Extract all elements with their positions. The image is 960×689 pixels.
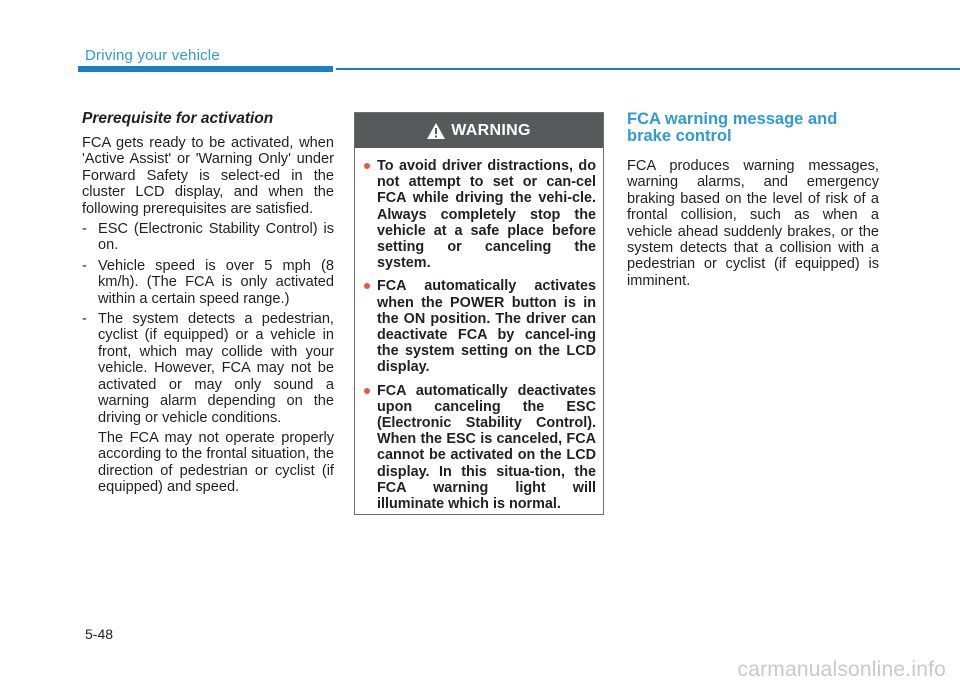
warning-text: To avoid driver distractions, do not attempt to set or can-cel FCA while driving the vehi-cle. Always completely stop the vehicle at a safe place before setting or canceling the system. <box>377 158 596 272</box>
bullet-icon <box>364 283 370 289</box>
warning-header <box>355 113 603 148</box>
warning-item <box>364 278 596 375</box>
section-heading: FCA warning message and brake control <box>627 110 838 145</box>
warning-item <box>364 383 596 513</box>
warning-item <box>364 158 596 271</box>
condition-text: ESC (Electronic Stability Control) is on. <box>98 221 334 254</box>
warning-body <box>355 148 603 512</box>
condition-text: Vehicle speed is over 5 mph (8 km/h). (The FCA is only activated within a certain speed range.) <box>98 257 334 307</box>
prerequisite-intro: FCA gets ready to be activated, when 'Active Assist' or 'Warning Only' under Forward Safety is select-ed in the cluster LCD display, and when the following prerequisites are satisfied. <box>82 135 334 217</box>
warning-triangle-icon <box>427 123 445 139</box>
page-number: 5-48 <box>85 626 114 642</box>
dash-marker: - <box>82 311 87 328</box>
warning-text: FCA automatically activates when the POWER button is in the ON position. The driver can deactivate FCA by cancel-ing the system setting on the LCD display. <box>377 278 596 376</box>
left-column <box>82 110 334 496</box>
dash-marker: - <box>82 257 87 274</box>
dash-marker: - <box>82 221 87 238</box>
warning-text: FCA automatically deactivates upon canceling the ESC (Electronic Stability Control). When the ESC is canceled, FCA cannot be activated on the LCD display. In this situa-tion, the FCA warning light will illuminate which is normal. <box>377 382 596 513</box>
section-body: FCA produces warning messages, warning alarms, and emergency braking based on the level of risk of a frontal collision, such as when a vehicle ahead suddenly brakes, or the system detects that a collision with a pedestrian or cyclist (if equipped) is imminent. <box>627 158 879 289</box>
prerequisite-subheading: Prerequisite for activation <box>82 110 274 127</box>
section-header-rule <box>336 68 960 70</box>
condition-item <box>82 311 334 426</box>
right-column <box>627 111 879 293</box>
condition-item <box>82 258 334 307</box>
section-header-bar <box>78 66 333 72</box>
condition-item <box>82 221 334 254</box>
bullet-icon <box>364 163 370 169</box>
bullet-icon <box>364 388 370 394</box>
warning-title: WARNING <box>451 121 531 139</box>
section-header-title: Driving your vehicle <box>85 47 220 64</box>
watermark: carmanualsonline.info <box>737 658 946 681</box>
condition-note: The FCA may not operate properly according to the frontal situation, the direction of pedestrian or cyclist (if equipped) and speed. <box>98 429 334 496</box>
warning-box <box>354 112 604 515</box>
condition-text: The system detects a pedestrian, cyclist (if equipped) or a vehicle in front, which may collide with your vehicle. However, FCA may not be activated or may only sound a warning alarm depending on the driving or vehicle conditions. <box>98 311 334 426</box>
